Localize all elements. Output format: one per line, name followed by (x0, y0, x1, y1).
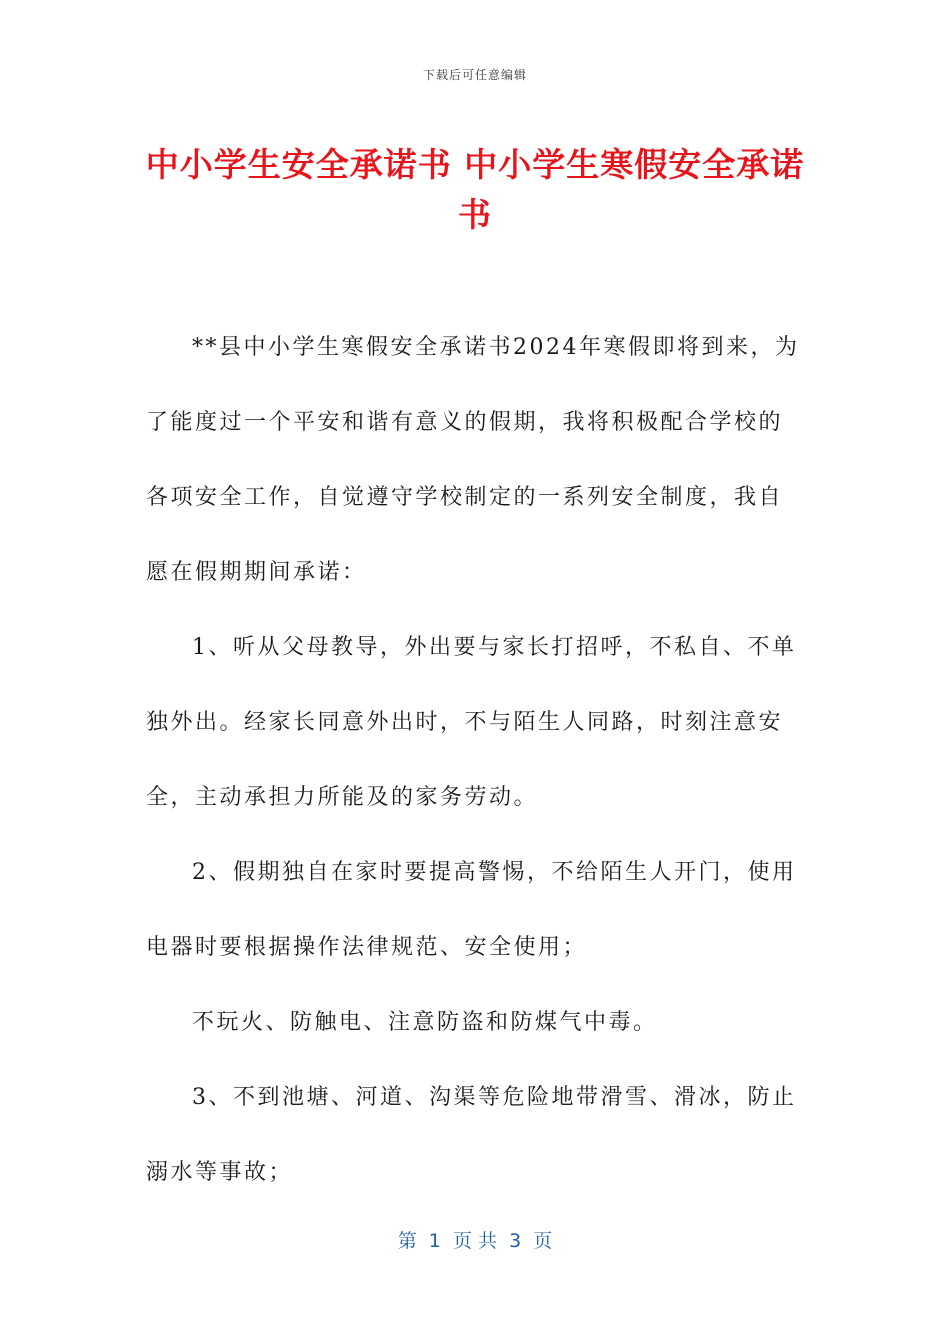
paragraph-item-1: 1、听从父母教导，外出要与家长打招呼，不私自、不单独外出。经家长同意外出时，不与陌生人同路，时刻注意安全，主动承担力所能及的家务劳动。 (146, 635, 797, 810)
page-number-footer: 第 1 页 共 3 页 (397, 1230, 553, 1252)
header-note: 下载后可任意编辑 (422, 68, 527, 82)
paragraph-item-2-continued: 不玩火、防触电、注意防盗和防煤气中毒。 (192, 1010, 658, 1035)
document-title: 中小学生安全承诺书 中小学生寒假安全承诺书 (145, 145, 805, 234)
paragraph-item-2: 2、假期独自在家时要提高警惕，不给陌生人开门，使用电器时要根据操作法律规范、安全使用； (146, 860, 797, 960)
paragraph-item-3: 3、不到池塘、河道、沟渠等危险地带滑雪、滑冰，防止溺水等事故； (146, 1085, 797, 1185)
document-body (146, 310, 806, 1210)
paragraph-intro: **县中小学生寒假安全承诺书2024年寒假即将到来，为了能度过一个平安和谐有意义的假期，我将积极配合学校的各项安全工作，自觉遵守学校制定的一系列安全制度，我自愿在假期期间承诺： (146, 335, 800, 585)
